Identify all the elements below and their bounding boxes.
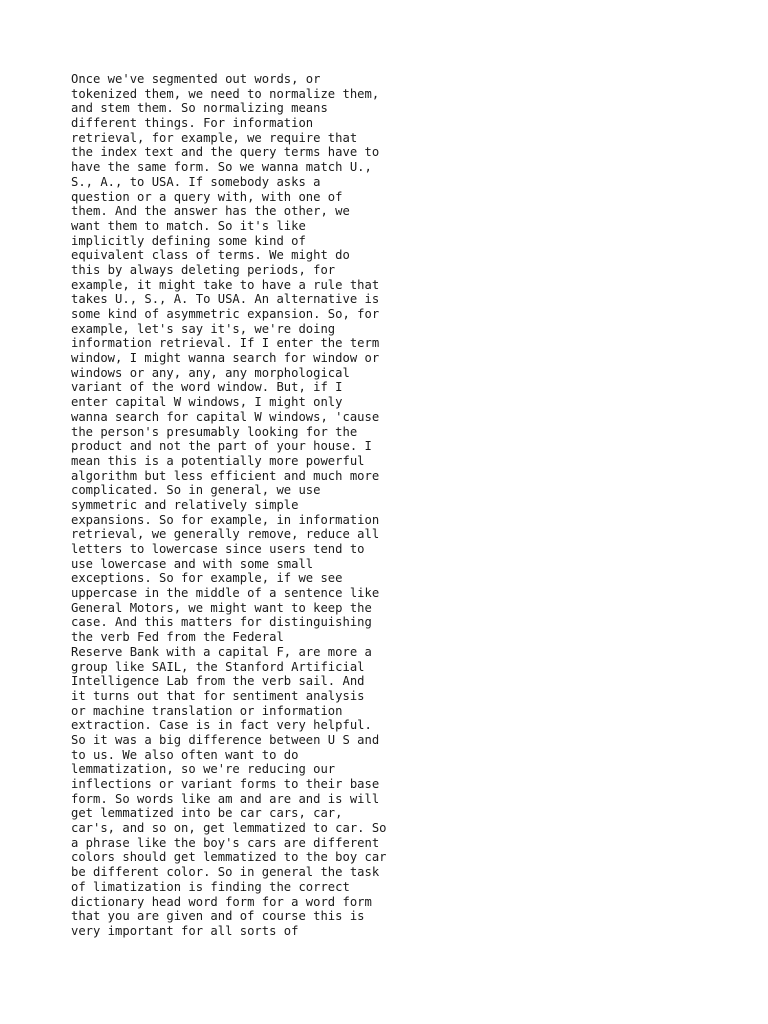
text-line: this by always deleting periods, for bbox=[71, 262, 336, 277]
text-line: get lemmatized into be car cars, car, bbox=[71, 806, 343, 821]
text-line: retrieval, for example, we require that bbox=[71, 130, 358, 145]
text-line: extraction. Case is in fact very helpful. bbox=[71, 718, 372, 733]
text-line: question or a query with, with one of bbox=[71, 189, 343, 204]
text-line: information retrieval. If I enter the term bbox=[71, 336, 380, 351]
text-line: example, let's say it's, we're doing bbox=[71, 321, 336, 336]
text-line: dictionary head word form for a word form bbox=[71, 894, 372, 909]
text-line: and stem them. So normalizing means bbox=[71, 101, 328, 116]
text-line: enter capital W windows, I might only bbox=[71, 395, 343, 410]
text-line: uppercase in the middle of a sentence like bbox=[71, 586, 380, 601]
text-line: Intelligence Lab from the verb sail. And bbox=[71, 674, 365, 689]
text-line: Once we've segmented out words, or bbox=[71, 72, 321, 86]
text-line: S., A., to USA. If somebody asks a bbox=[71, 174, 321, 189]
text-line: wanna search for capital W windows, 'cause bbox=[71, 409, 380, 424]
text-line: have the same form. So we wanna match U., bbox=[71, 160, 372, 175]
text-line: colors should get lemmatized to the boy car bbox=[71, 850, 387, 865]
text-line: expansions. So for example, in information bbox=[71, 512, 380, 527]
text-line: General Motors, we might want to keep the bbox=[71, 600, 372, 615]
text-line: use lowercase and with some small bbox=[71, 556, 314, 571]
text-line: mean this is a potentially more powerful bbox=[71, 453, 365, 468]
text-line: want them to match. So it's like bbox=[71, 218, 306, 233]
text-line: or machine translation or information bbox=[71, 703, 343, 718]
text-line: to us. We also often want to do bbox=[71, 747, 299, 762]
text-line: variant of the word window. But, if I bbox=[71, 380, 343, 395]
text-line: So it was a big difference between U S and bbox=[71, 732, 380, 747]
text-line: car's, and so on, get lemmatized to car. So bbox=[71, 821, 387, 836]
text-line: the index text and the query terms have to bbox=[71, 145, 380, 160]
text-line: it turns out that for sentiment analysis bbox=[71, 688, 365, 703]
text-line: example, it might take to have a rule that bbox=[71, 277, 380, 292]
text-line: tokenized them, we need to normalize them, bbox=[71, 86, 380, 101]
transcript-text bbox=[71, 72, 711, 939]
text-line: case. And this matters for distinguishing bbox=[71, 615, 372, 630]
text-line: the verb Fed from the Federal bbox=[71, 630, 284, 645]
text-line: windows or any, any, any morphological bbox=[71, 365, 350, 380]
text-line: equivalent class of terms. We might do bbox=[71, 248, 350, 263]
text-line: group like SAIL, the Stanford Artificial bbox=[71, 659, 365, 674]
text-line: window, I might wanna search for window or bbox=[71, 351, 380, 366]
text-line: form. So words like am and are and is will bbox=[71, 791, 380, 806]
text-line: the person's presumably looking for the bbox=[71, 424, 358, 439]
text-line: takes U., S., A. To USA. An alternative is bbox=[71, 292, 380, 307]
text-line: very important for all sorts of bbox=[71, 923, 299, 938]
text-line: retrieval, we generally remove, reduce all bbox=[71, 527, 380, 542]
text-line: symmetric and relatively simple bbox=[71, 497, 299, 512]
text-line: of limatization is finding the correct bbox=[71, 879, 350, 894]
text-line: inflections or variant forms to their base bbox=[71, 777, 380, 791]
text-line: that you are given and of course this is bbox=[71, 909, 365, 924]
text-line: be different color. So in general the task bbox=[71, 865, 380, 880]
text-line: letters to lowercase since users tend to bbox=[71, 542, 365, 556]
text-line: lemmatization, so we're reducing our bbox=[71, 762, 336, 777]
text-line: exceptions. So for example, if we see bbox=[71, 571, 343, 586]
text-line: complicated. So in general, we use bbox=[71, 483, 321, 498]
text-line: algorithm but less efficient and much more bbox=[71, 468, 380, 483]
text-line: them. And the answer has the other, we bbox=[71, 204, 350, 219]
text-line: product and not the part of your house. I bbox=[71, 439, 372, 454]
text-line: Reserve Bank with a capital F, are more a bbox=[71, 644, 372, 659]
text-line: some kind of asymmetric expansion. So, for bbox=[71, 307, 380, 321]
text-line: a phrase like the boy's cars are different bbox=[71, 835, 380, 850]
text-line: implicitly defining some kind of bbox=[71, 233, 306, 248]
text-line: different things. For information bbox=[71, 116, 314, 131]
